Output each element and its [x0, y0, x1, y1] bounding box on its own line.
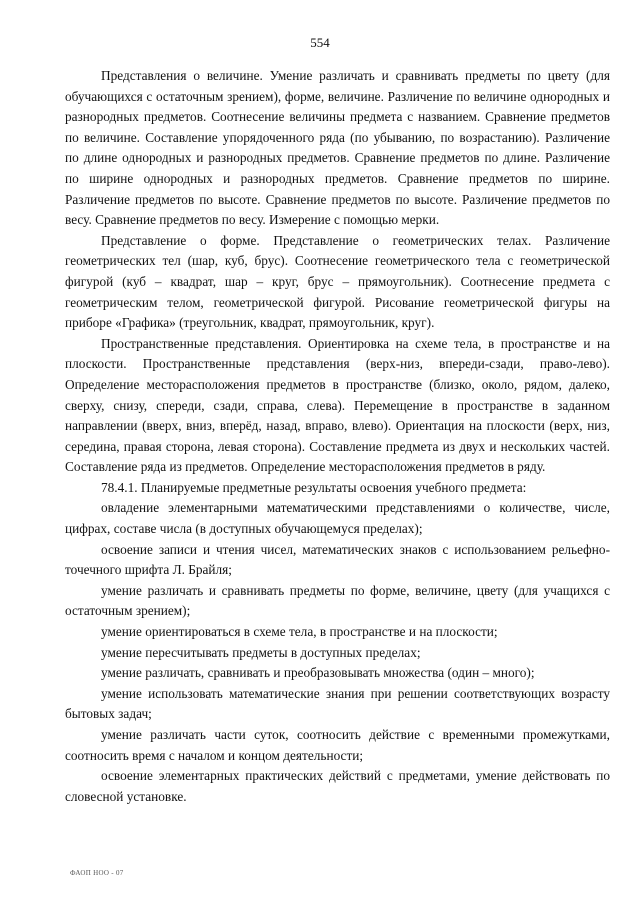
section-heading-78-4-1: 78.4.1. Планируемые предметные результаты освоения учебного предмета: — [101, 479, 527, 495]
result-item: умение различать, сравнивать и преобразовывать множества (один – много); — [101, 665, 535, 681]
result-item: умение использовать математические знания при решении соответствующих возрасту бытовых задач; — [65, 685, 610, 722]
paragraph-shape: Представление о форме. Представление о геометрических телах. Различение геометрических тел (шар, куб, брус). Соотнесение геометрического тела с геометрической фигурой (куб – квадрат, шар – круг, брус – прямоугольник). Соотнесение предмета с геометрическим телом, геометрической фигурой. Рисование геометрической фигуры на приборе «Графика» (треугольник, квадрат, прямоугольник, круг). — [65, 232, 610, 331]
result-item: умение различать и сравнивать предметы по форме, величине, цвету (для учащихся с остаточным зрением); — [65, 582, 610, 619]
document-body — [65, 66, 610, 807]
result-item: умение пересчитывать предметы в доступных пределах; — [101, 644, 421, 660]
paragraph-magnitude: Представления о величине. Умение различать и сравнивать предметы по цвету (для обучающихся с остаточным зрением), форме, величине. Различение по величине однородных и разнородных предметов. Соотнесение величины предмета с названием. Сравнение предметов по величине. Составление упорядоченного ряда (по убыванию, по возрастанию). Различение по длине однородных и разнородных предметов. Сравнение предметов по длине. Различение по ширине однородных и разнородных предметов. Сравнение предметов по ширине. Различение предметов по высоте. Сравнение предметов по высоте. Различение предметов по весу. Сравнение предметов по весу. Измерение с помощью мерки. — [65, 68, 610, 228]
result-item: освоение записи и чтения чисел, математических знаков с использованием рельефно-точечного шрифта Л. Брайля; — [65, 541, 610, 578]
result-item: умение ориентироваться в схеме тела, в пространстве и на плоскости; — [101, 624, 498, 640]
result-item: овладение элементарными математическими представлениями о количестве, числе, цифрах, составе числа (в доступных обучающемуся пределах); — [65, 500, 610, 537]
result-item: освоение элементарных практических действий с предметами, умение действовать по словесной установке. — [65, 768, 610, 804]
page-number: 554 — [310, 35, 330, 50]
paragraph-spatial: Пространственные представления. Ориентировка на схеме тела, в пространстве и на плоскости. Пространственные представления (верх-низ, впереди-сзади, право-лево). Определение месторасположения предметов в пространстве (близко, около, рядом, далеко, сверху, снизу, спереди, сзади, справа, слева). Перемещение в пространстве в заданном направлении (вверх, вниз, вперёд, назад, вправо, влево). Ориентация на плоскости (верх, низ, середина, правая сторона, левая сторона). Составление предмета из двух и нескольких частей. Составление ряда из предметов. Определение месторасположения предметов в ряду. — [65, 335, 610, 475]
result-item: умение различать части суток, соотносить действие с временными промежутками, соотносить время с началом и концом деятельности; — [65, 727, 610, 763]
footer-mark: ФАОП НОО - 07 — [70, 869, 124, 877]
